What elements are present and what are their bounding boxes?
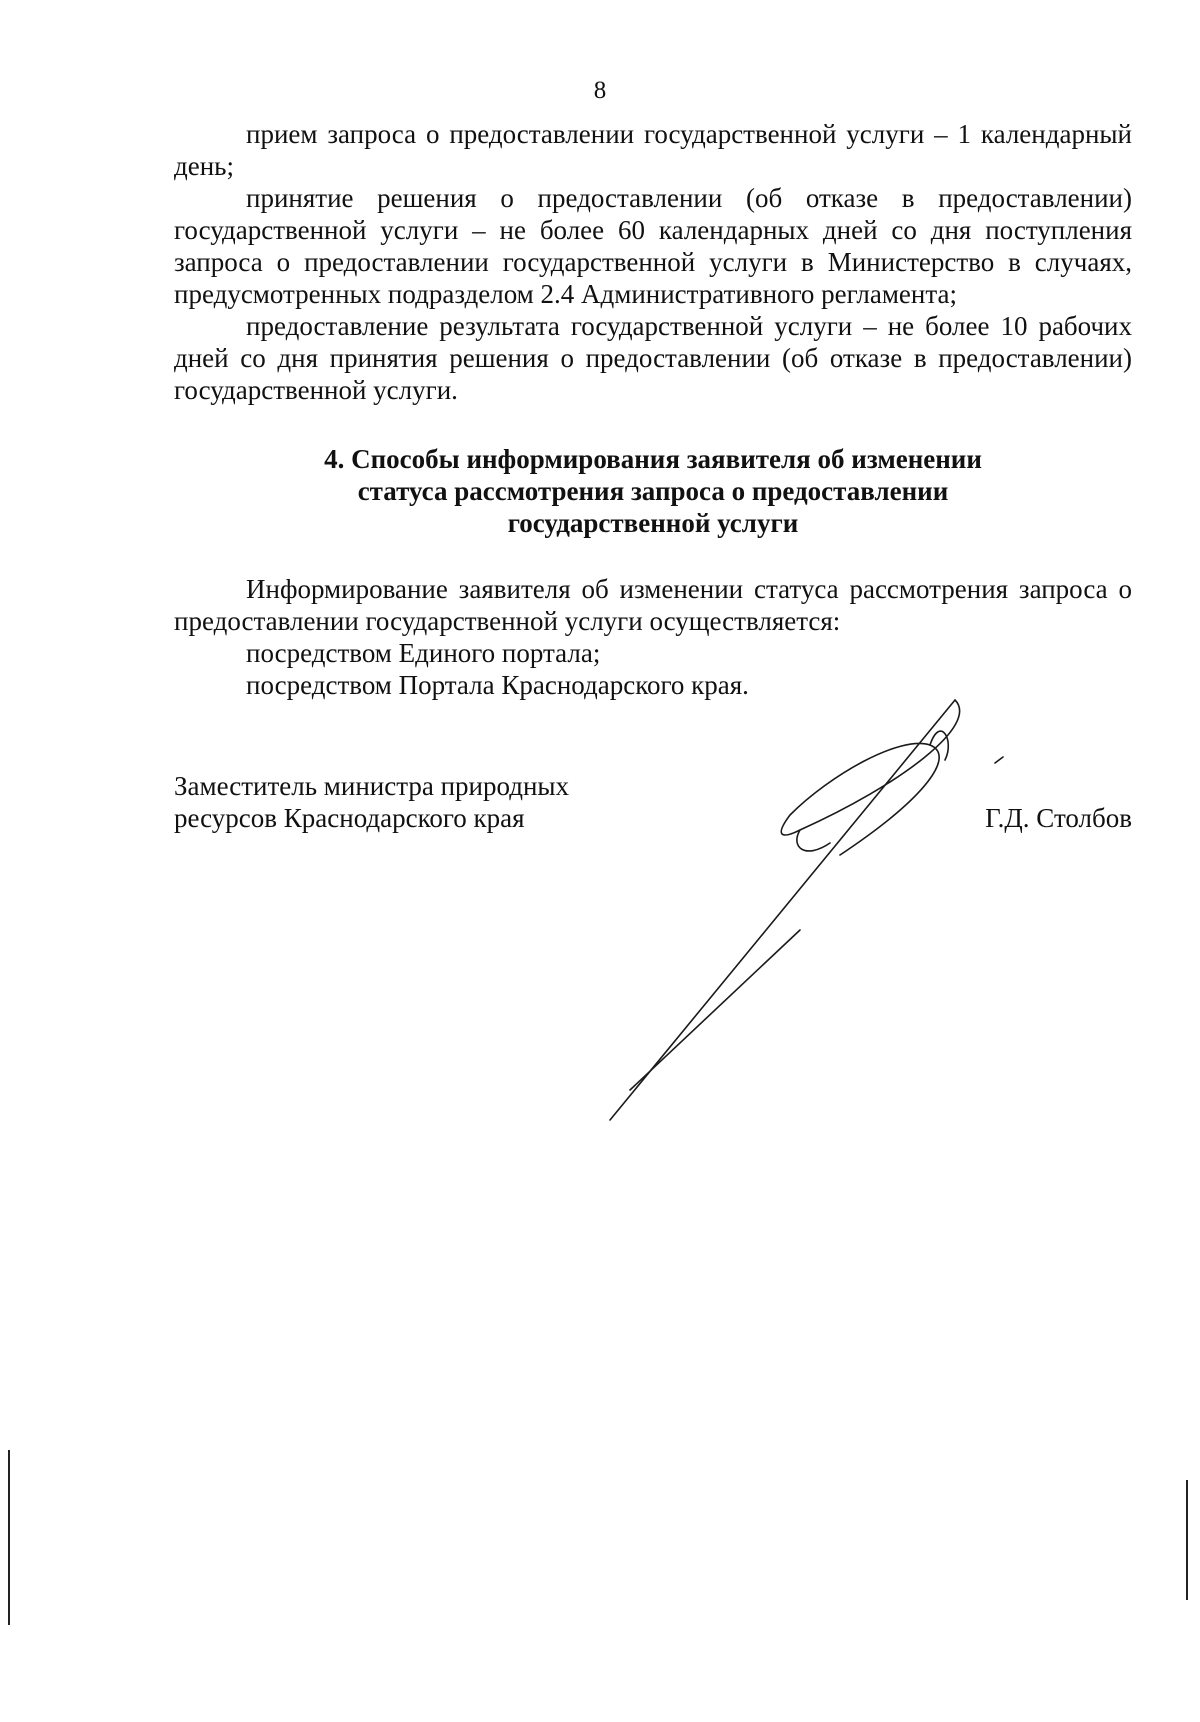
- info-intro: Информирование заявителя об изменении статуса рассмотрения запроса о предоставлении государственной услуги осуществляется:: [174, 574, 1132, 636]
- signatory-name: Г.Д. Столбов: [985, 803, 1132, 833]
- paragraph-request-reception: прием запроса о предоставлении государственной услуги – 1 календарный день;: [174, 119, 1132, 181]
- paragraph-decision: принятие решения о предоставлении (об отказе в предоставлении) государственной услуги – не более 60 календарных дней со дня поступления запроса о предоставлении государственной услуги в Министерство в случаях, предусмотренных подразделом 2.4 Административного регламента;: [174, 183, 1132, 309]
- body-text: [174, 118, 1132, 406]
- paragraph-result-delivery: предоставление результата государственной услуги – не более 10 рабочих дней со дня принятия решения о предоставлении (об отказе в предоставлении) государственной услуги.: [174, 311, 1132, 405]
- position-line: ресурсов Краснодарского края: [174, 803, 525, 833]
- section-heading: [174, 443, 1132, 539]
- section-title-line: статуса рассмотрения запроса о предоставлении: [357, 476, 949, 506]
- section-title-line: государственной услуги: [507, 508, 799, 538]
- section-title-line: 4. Способы информирования заявителя об изменении: [324, 444, 982, 474]
- handwritten-signature: [600, 685, 1020, 1125]
- position-line: Заместитель министра природных: [174, 771, 570, 801]
- right-margin-line: [1186, 1480, 1188, 1600]
- left-margin-line: [8, 1450, 10, 1625]
- info-item-unified-portal: посредством Единого портала;: [246, 638, 601, 668]
- page-number: 8: [593, 77, 607, 104]
- info-item-regional-portal: посредством Портала Краснодарского края.: [246, 670, 749, 700]
- signatory-position: [174, 770, 569, 834]
- info-text: [174, 573, 1132, 701]
